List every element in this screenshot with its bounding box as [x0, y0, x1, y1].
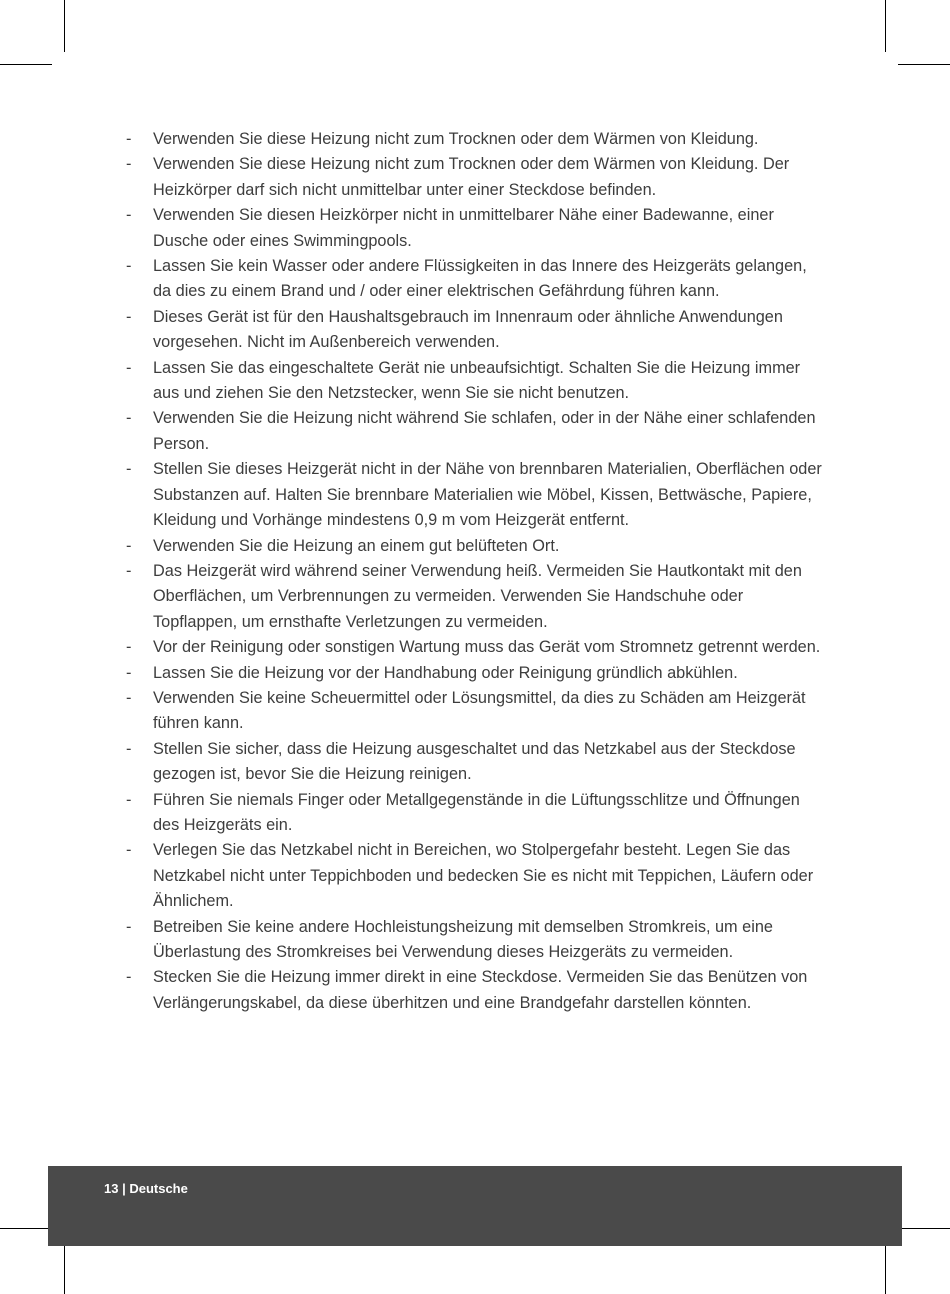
list-item — [126, 534, 826, 559]
list-item — [126, 406, 826, 457]
list-item — [126, 915, 826, 966]
list-item — [126, 559, 826, 635]
bullet-dash: - — [126, 739, 132, 758]
list-item — [126, 305, 826, 356]
list-item-text: Stellen Sie sicher, dass die Heizung ausgeschaltet und das Netzkabel aus der Steckdose gezogen ist, bevor Sie die Heizung reinigen. — [153, 739, 796, 784]
list-item-text: Lassen Sie das eingeschaltete Gerät nie unbeaufsichtigt. Schalten Sie die Heizung immer aus und ziehen Sie den Netzstecker, wenn Sie sie nicht benutzen. — [153, 358, 801, 403]
page-footer — [48, 1166, 902, 1246]
list-item-text: Verwenden Sie die Heizung nicht während Sie schlafen, oder in der Nähe einer schlafenden Person. — [153, 409, 816, 453]
crop-mark-top-right-horizontal — [898, 64, 950, 65]
page-number-label: 13 | Deutsche — [104, 1181, 188, 1196]
bullet-dash: - — [126, 460, 132, 479]
bullet-dash: - — [126, 206, 132, 225]
list-item-text: Führen Sie niemals Finger oder Metallgegenstände in die Lüftungsschlitze und Öffnungen des Heizgeräts ein. — [153, 790, 800, 834]
list-item-text: Dieses Gerät ist für den Haushaltsgebrauch im Innenraum oder ähnliche Anwendungen vorgesehen. Nicht im Außenbereich verwenden. — [153, 307, 783, 352]
safety-list — [126, 127, 826, 1016]
crop-mark-bottom-left-vertical — [64, 1242, 65, 1294]
list-item — [126, 457, 826, 533]
list-item-text: Das Heizgerät wird während seiner Verwendung heiß. Vermeiden Sie Hautkontakt mit den Oberflächen, um Verbrennungen zu vermeiden. Verwenden Sie Handschuhe oder Topflappen, um ernsthafte Verletzungen zu vermeiden. — [153, 561, 802, 631]
list-item-text: Verwenden Sie keine Scheuermittel oder Lösungsmittel, da dies zu Schäden am Heizgerät führen kann. — [153, 688, 806, 733]
crop-mark-bottom-right-horizontal — [898, 1228, 950, 1229]
bullet-dash: - — [126, 790, 132, 809]
list-item-text: Vor der Reinigung oder sonstigen Wartung muss das Gerät vom Stromnetz getrennt werden. — [153, 638, 821, 657]
bullet-dash: - — [126, 968, 132, 987]
bullet-dash: - — [126, 917, 132, 936]
bullet-dash: - — [126, 409, 132, 428]
list-item-text: Verwenden Sie diese Heizung nicht zum Trocknen oder dem Wärmen von Kleidung. Der Heizkörper darf sich nicht unmittelbar unter einer Steckdose befinden. — [153, 155, 790, 199]
bullet-dash: - — [126, 307, 132, 326]
bullet-dash: - — [126, 561, 132, 580]
list-item — [126, 127, 826, 152]
list-item — [126, 635, 826, 660]
crop-mark-bottom-left-horizontal — [0, 1228, 52, 1229]
crop-mark-bottom-right-vertical — [885, 1242, 886, 1294]
list-item-text: Lassen Sie die Heizung vor der Handhabung oder Reinigung gründlich abkühlen. — [153, 663, 738, 682]
bullet-dash: - — [126, 155, 132, 174]
crop-mark-top-left-vertical — [64, 0, 65, 52]
list-item-text: Stecken Sie die Heizung immer direkt in eine Steckdose. Vermeiden Sie das Benützen von Verlängerungskabel, da diese überhitzen und eine Brandgefahr darstellen könnten. — [153, 968, 808, 1012]
list-item-text: Verwenden Sie diesen Heizkörper nicht in unmittelbarer Nähe einer Badewanne, einer Dusche oder eines Swimmingpools. — [153, 206, 774, 250]
list-item — [126, 838, 826, 914]
bullet-dash: - — [126, 841, 132, 860]
crop-mark-top-right-vertical — [885, 0, 886, 52]
list-item — [126, 152, 826, 203]
list-item — [126, 203, 826, 254]
crop-mark-top-left-horizontal — [0, 64, 52, 65]
bullet-dash: - — [126, 688, 132, 707]
safety-instructions — [126, 127, 826, 1016]
bullet-dash: - — [126, 130, 132, 148]
list-item — [126, 254, 826, 305]
list-item-text: Verwenden Sie diese Heizung nicht zum Trocknen oder dem Wärmen von Kleidung. — [153, 130, 759, 148]
bullet-dash: - — [126, 536, 132, 555]
bullet-dash: - — [126, 257, 132, 276]
list-item-text: Lassen Sie kein Wasser oder andere Flüssigkeiten in das Innere des Heizgeräts gelangen, da dies zu einem Brand und / oder einer elektrischen Gefährdung führen kann. — [153, 257, 807, 301]
list-item — [126, 661, 826, 686]
list-item — [126, 686, 826, 737]
bullet-dash: - — [126, 358, 132, 377]
list-item-text: Verlegen Sie das Netzkabel nicht in Bereichen, wo Stolpergefahr besteht. Legen Sie das Netzkabel nicht unter Teppichboden und bedecken Sie es nicht mit Teppichen, Läufern oder Ähnlichem. — [153, 841, 814, 911]
list-item — [126, 788, 826, 839]
list-item-text: Betreiben Sie keine andere Hochleistungsheizung mit demselben Stromkreis, um eine Überlastung des Stromkreises bei Verwendung dieses Heizgeräts zu vermeiden. — [153, 917, 773, 961]
list-item-text: Verwenden Sie die Heizung an einem gut belüfteten Ort. — [153, 536, 560, 555]
list-item — [126, 737, 826, 788]
bullet-dash: - — [126, 638, 132, 657]
bullet-dash: - — [126, 663, 132, 682]
list-item — [126, 965, 826, 1016]
list-item-text: Stellen Sie dieses Heizgerät nicht in der Nähe von brennbaren Materialien, Oberflächen oder Substanzen auf. Halten Sie brennbare Materialien wie Möbel, Kissen, Bettwäsche, Papiere, Kleidung und Vorhänge mindestens 0,9 m vom Heizgerät entfernt. — [153, 460, 822, 530]
list-item — [126, 356, 826, 407]
